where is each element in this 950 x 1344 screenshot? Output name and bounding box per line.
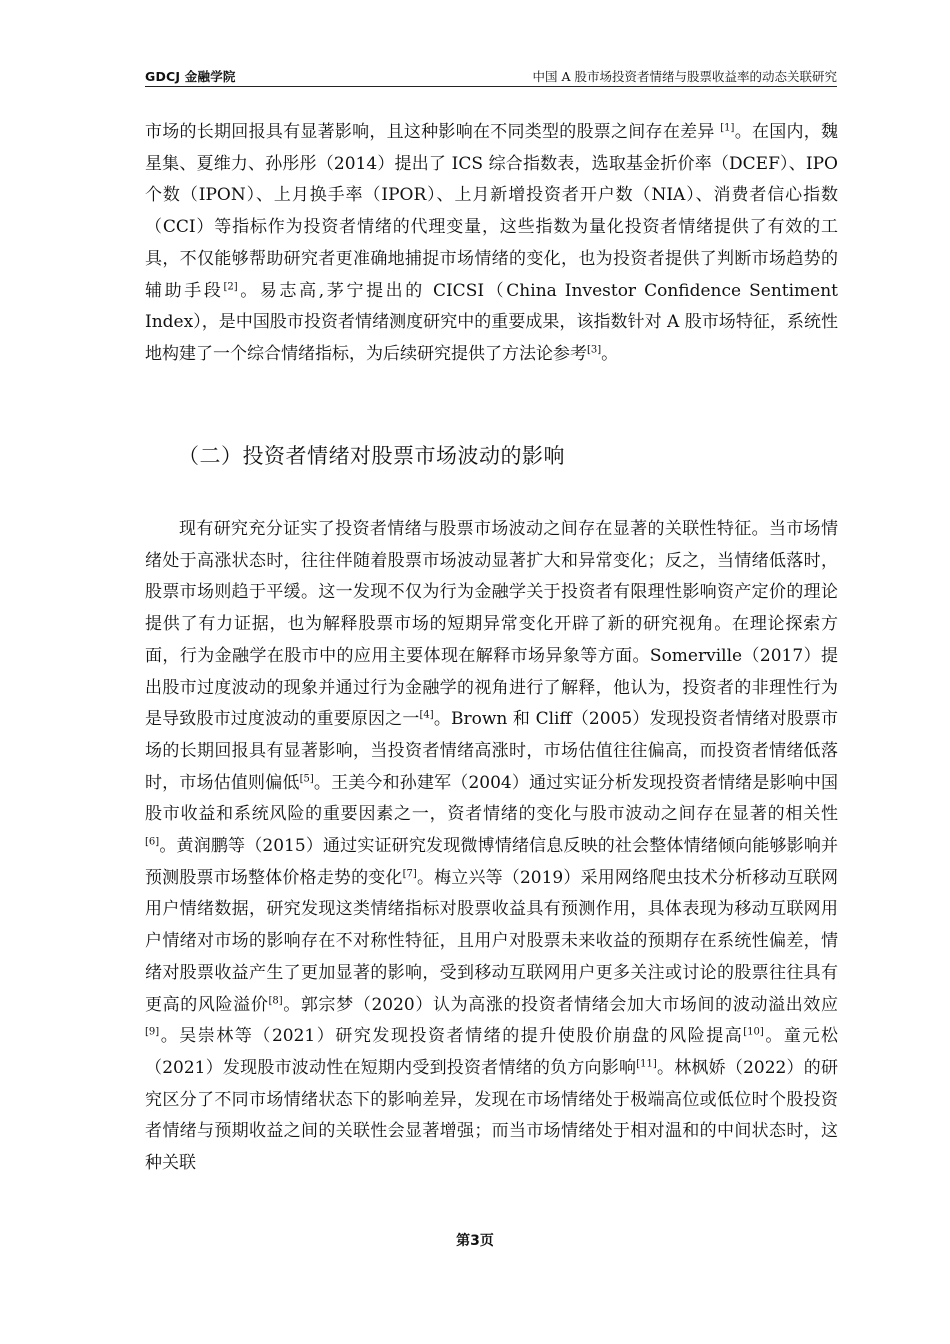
citation-ref: [4] bbox=[419, 709, 434, 721]
citation-ref: [11] bbox=[636, 1058, 657, 1070]
text-run: 。梅立兴等（2019）采用网络爬虫技术分析移动互联网用户情绪数据，研究发现这类情绪指标对股票收益具有预测作用，具体表现为移动互联网用户情绪对市场的影响存在不对称性特征，且用户对股票未来收益的预期存在系统性偏差，情绪对股票收益产生了更加显著的影响，受到移动互联网用户更多关注或讨论的股票往往具有更高的风险溢价 bbox=[145, 867, 839, 1015]
citation-ref: [7] bbox=[402, 868, 417, 880]
citation-ref: [2] bbox=[223, 280, 238, 292]
page-number: 第3页 bbox=[456, 1233, 494, 1249]
text-run: 。童元松（2021）发现股市波动性在短期内受到投资者情绪的负方向影响 bbox=[145, 1026, 839, 1078]
citation-ref: [10] bbox=[743, 1026, 764, 1038]
text-run: 。易志高,茅宁提出的 CICSI（China Investor Confidence Sentiment Index），是中国股市投资者情绪测度研究中的重要成果，该指数针对 A 股市场特征，系统性地构建了一个综合情绪指标，为后续研究提供了方法论参考 bbox=[145, 280, 838, 364]
citation-ref: [1] bbox=[720, 122, 735, 134]
text-run: 。Brown 和 Cliff（2005）发现投资者情绪对股票市场的长期回报具有显著影响，当投资者情绪高涨时，市场估值往往偏高，而投资者情绪低落时，市场估值则偏低 bbox=[145, 709, 839, 793]
page-header bbox=[145, 66, 837, 87]
citation-ref: [8] bbox=[268, 994, 283, 1006]
text-run: 。 bbox=[601, 343, 619, 364]
citation-ref: [3] bbox=[587, 344, 602, 356]
body-paragraph-1 bbox=[145, 117, 838, 371]
text-run: 市场的长期回报具有显著影响，且这种影响在不同类型的股票之间存在差异 bbox=[145, 122, 721, 142]
text-run: 。吴崇林等（2021）研究发现投资者情绪的提升使股价崩盘的风险提高 bbox=[159, 1026, 744, 1047]
citation-ref: [6] bbox=[145, 836, 160, 848]
citation-ref: [9] bbox=[145, 1026, 160, 1038]
citation-ref: [5] bbox=[299, 772, 314, 784]
header-institution: GDCJ 金融学院 bbox=[145, 69, 236, 84]
text-run: 。林枫娇（2022）的研究区分了不同市场情绪状态下的影响差异，发现在市场情绪处于极端高位或低位时个股投资者情绪与预期收益之间的关联性会显著增强；而当市场情绪处于相对温和的中间状态时，这种关联 bbox=[145, 1057, 838, 1174]
text-run: 现有研究充分证实了投资者情绪与股票市场波动之间存在显著的关联性特征。当市场情绪处于高涨状态时，往往伴随着股票市场波动显著扩大和异常变化；反之，当情绪低落时，股票市场则趋于平缓。这一发现不仅为行为金融学关于投资者有限理性影响资产定价的理论提供了有力证据，也为解释股票市场的短期异常变化开辟了新的研究视角。在理论探索方面，行为金融学在股市中的应用主要体现在解释市场异象等方面。Somerville（2017）提出股市过度波动的现象并通过行为金融学的视角进行了解释，他认为，投资者的非理性行为是导致股市过度波动的重要原因之一 bbox=[145, 519, 838, 730]
header-paper-title: 中国 A 股市场投资者情绪与股票收益率的动态关联研究 bbox=[532, 69, 837, 84]
text-run: 。在国内，魏星集、夏维力、孙彤彤（2014）提出了 ICS 综合指数表，选取基金折价率（DCEF）、IPO 个数（IPON）、上月换手率（IPOR）、上月新增投资者开户数（NIA）、消费者信心指数（CCI）等指标作为投资者情绪的代理变量，这些指数为量化投资者情绪提供了有效的工具，不仅能够帮助研究者更准确地捕捉市场情绪的变化，也为投资者提供了判断市场趋势的辅助手段 bbox=[145, 122, 839, 301]
text-run: 。郭宗梦（2020）认为高涨的投资者情绪会加大市场间的波动溢出效应 bbox=[282, 994, 839, 1015]
text-run: 。王美今和孙建军（2004）通过实证分析发现投资者情绪是影响中国股市收益和系统风险的重要因素之一，资者情绪的变化与股市波动之间存在显著的相关性 bbox=[145, 772, 839, 825]
section-heading: （二）投资者情绪对股票市场波动的影响 bbox=[178, 444, 565, 468]
text-run: 。黄润鹏等（2015）通过实证研究发现微博情绪信息反映的社会整体情绪倾向能够影响并预测股票市场整体价格走势的变化 bbox=[145, 836, 838, 888]
body-paragraph-2 bbox=[145, 514, 838, 1180]
